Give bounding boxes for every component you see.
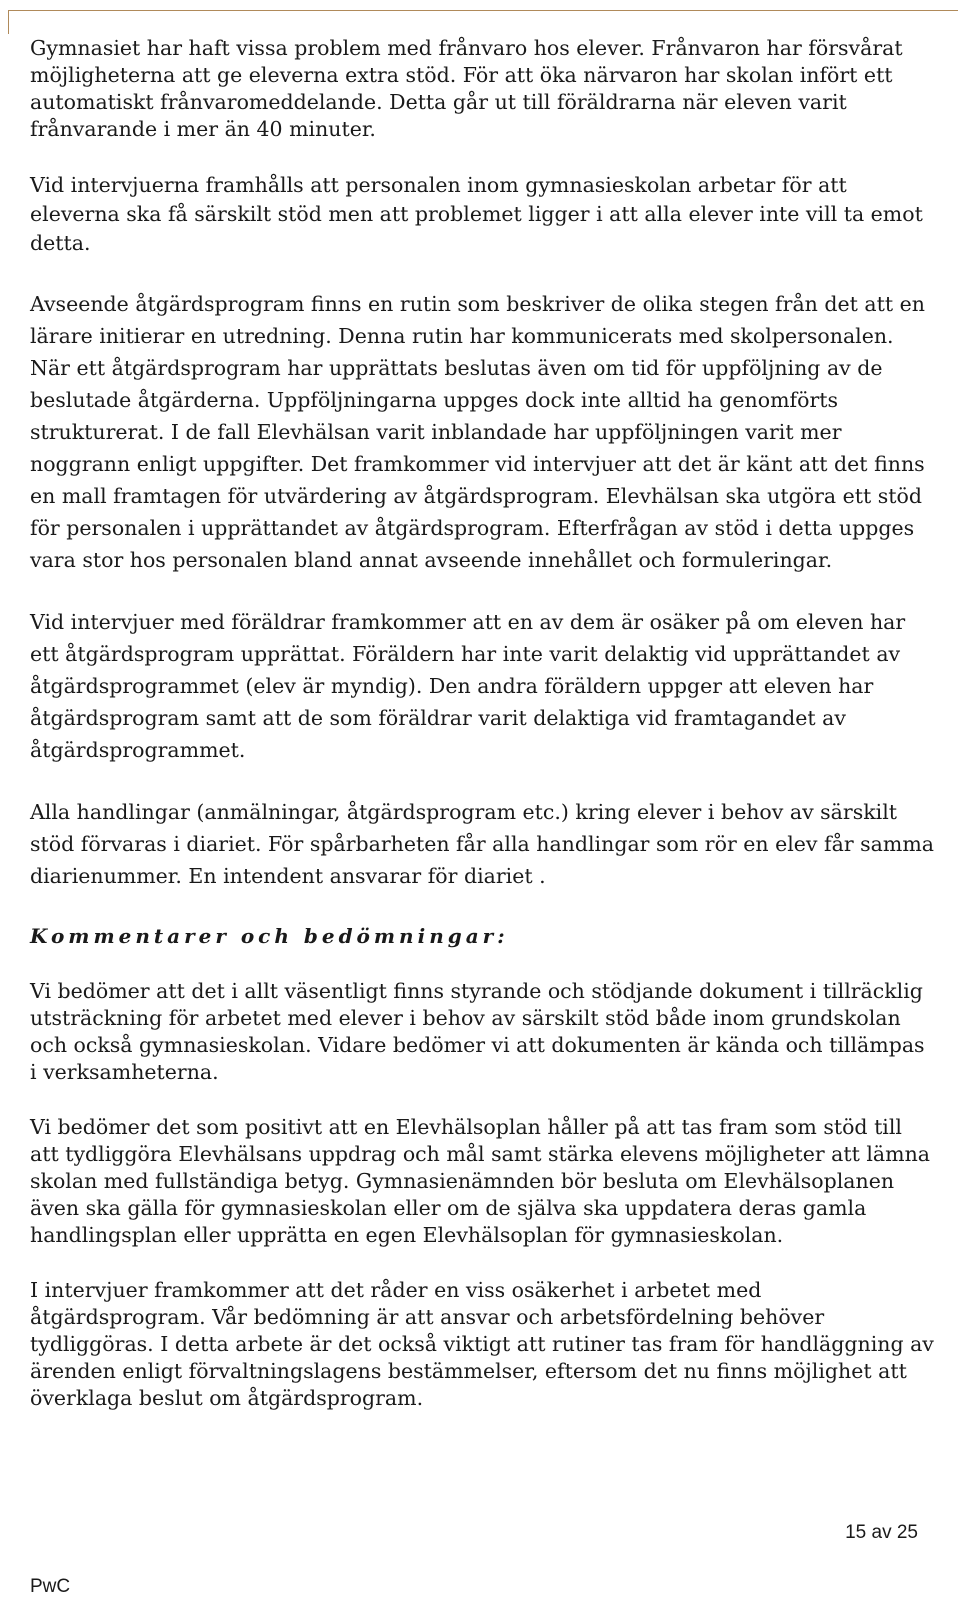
section-heading-comments: Kommentarer och bedömningar:	[30, 924, 509, 948]
paragraph-interviews: Vid intervjuerna framhålls att personalen inom gymnasieskolan arbetar för att eleverna ska få särskilt stöd men att problemet ligger i att alla elever inte vill ta emot detta.	[30, 173, 923, 255]
page-number: 15 av 25	[845, 1522, 918, 1543]
paragraph-absence: Gymnasiet har haft vissa problem med frånvaro hos elever. Frånvaron har försvårat möjligheterna att ge eleverna extra stöd. För att öka närvaron har skolan infört ett automatiskt frånvaromeddelande. Detta går ut till föräldrarna när eleven varit frånvarande i mer än 40 minuter.	[30, 36, 903, 141]
footer-brand: PwC	[30, 1576, 71, 1597]
page-border-left	[8, 10, 9, 34]
comment-documents: Vi bedömer att det i allt väsentligt finns styrande och stödjande dokument i tillräcklig utsträckning för arbetet med elever i behov av särskilt stöd både inom grundskolan och också gymnasieskolan. Vidare bedömer vi att dokumenten är kända och tillämpas i verksamheterna.	[30, 979, 925, 1084]
comment-health-plan: Vi bedömer det som positivt att en Elevhälsoplan håller på att tas fram som stöd till att tydliggöra Elevhälsans uppdrag och mål samt stärka elevens möjligheter att lämna skolan med fullständiga betyg. Gymnasienämnden bör besluta om Elevhälsoplanen även ska gälla för gymnasieskolan eller om de själva ska uppdatera deras gamla handlingsplan eller upprätta en egen Elevhälsoplan för gymnasieskolan.	[30, 1115, 930, 1247]
page-border-top	[8, 10, 958, 11]
paragraph-records: Alla handlingar (anmälningar, åtgärdsprogram etc.) kring elever i behov av särskilt stöd förvaras i diariet. För spårbarheten får alla handlingar som rör en elev får samma diarienummer. En intendent ansvarar för diariet .	[30, 800, 934, 888]
document-body	[30, 35, 935, 1440]
paragraph-parents: Vid intervjuer med föräldrar framkommer att en av dem är osäker på om eleven har ett åtgärdsprogram upprättat. Föräldern har inte varit delaktig vid upprättandet av åtgärdsprogrammet (elev är myndig). Den andra föräldern uppger att eleven har åtgärdsprogram samt att de som föräldrar varit delaktiga vid framtagandet av åtgärdsprogrammet.	[30, 610, 906, 762]
comment-uncertainty: I intervjuer framkommer att det råder en viss osäkerhet i arbetet med åtgärdsprogram. Vår bedömning är att ansvar och arbetsfördelning behöver tydliggöras. I detta arbete är det också viktigt att rutiner tas fram för handläggning av ärenden enligt förvaltningslagens bestämmelser, eftersom det nu finns möjlighet att överklaga beslut om åtgärdsprogram.	[30, 1278, 934, 1410]
paragraph-action-programs: Avseende åtgärdsprogram finns en rutin som beskriver de olika stegen från det att en lärare initierar en utredning. Denna rutin har kommunicerats med skolpersonalen. När ett åtgärdsprogram har upprättats beslutas även om tid för uppföljning av de beslutade åtgärderna. Uppföljningarna uppges dock inte alltid ha genomförts strukturerat. I de fall Elevhälsan varit inblandade har uppföljningen varit mer noggrann enligt uppgifter. Det framkommer vid intervjuer att det är känt att det finns en mall framtagen för utvärdering av åtgärdsprogram. Elevhälsan ska utgöra ett stöd för personalen i upprättandet av åtgärdsprogram. Efterfrågan av stöd i detta uppges vara stor hos personalen bland annat avseende innehållet och formuleringar.	[30, 292, 925, 572]
